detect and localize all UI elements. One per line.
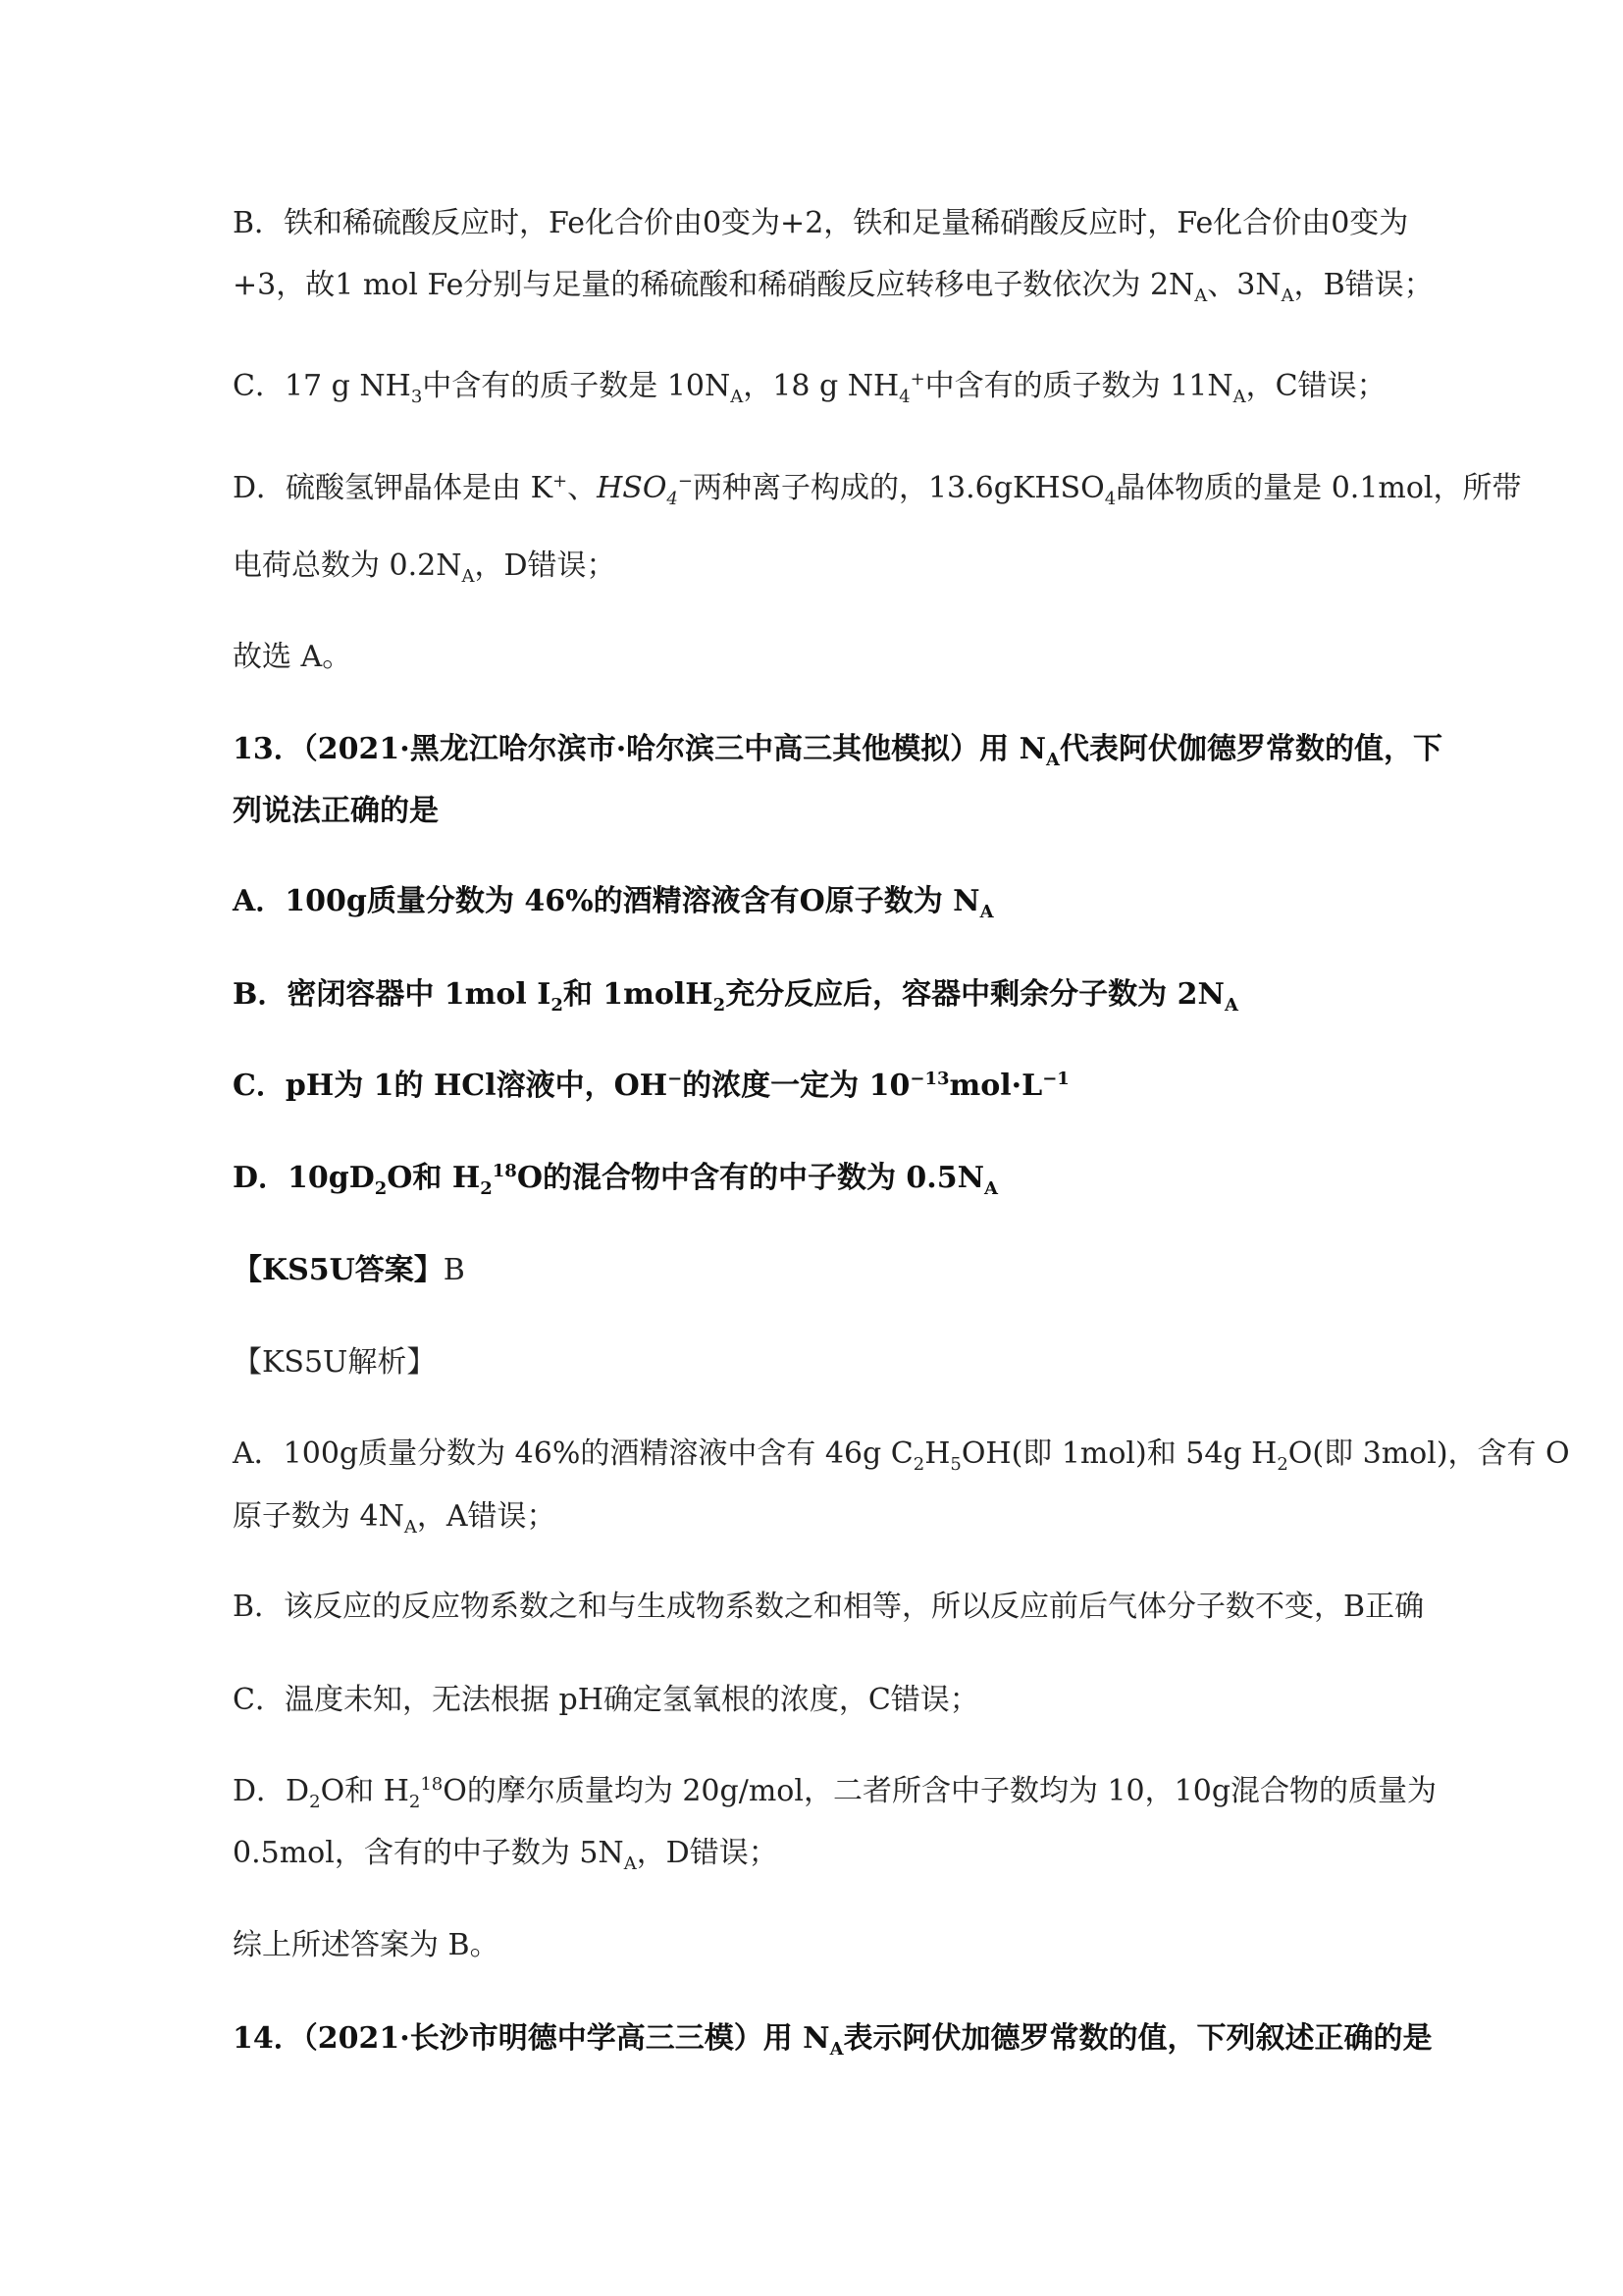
analysis-b [233,1588,1425,1627]
analysis-summary [233,1926,1410,1965]
text: 和 1molH [562,977,713,1012]
subscript: 2 [1277,1454,1288,1475]
question-13-option-b [233,975,1410,1015]
text: ，C错误； [1245,369,1387,403]
question-13-stem-line2 [233,792,1410,831]
text: 两种离子构成的，13.6gKHSO [692,471,1105,505]
analysis-label: 【KS5U解析】 [233,1345,437,1380]
text: mol·L [949,1069,1043,1103]
superscript: −1 [1042,1069,1070,1089]
subscript: 4 [1104,489,1117,509]
text: ，D错误； [474,548,616,583]
text: O的摩尔质量均为 20g/mol，二者所含中子数均为 10，10g混合物的质量为 [443,1774,1438,1808]
question-13-option-c [233,1067,1410,1106]
superscript: + [552,471,568,492]
text: 原子数为 4N [233,1499,404,1534]
subscript: 4 [666,489,678,509]
superscript: 18 [420,1774,444,1795]
text: 0.5mol，含有的中子数为 5N [233,1836,624,1870]
prev-explanation-d-line2 [233,547,1410,586]
text: +3，故1 mol Fe分别与足量的稀硫酸和稀硝酸反应转移电子数依次为 2N [233,268,1195,302]
prev-explanation-c-line [233,367,1410,406]
subscript: A [1224,995,1238,1016]
text: O和 H [320,1774,409,1808]
analysis-d-line2 [233,1834,1410,1873]
subscript: 2 [408,1792,421,1812]
text: 晶体物质的量是 0.1mol，所带 [1116,471,1522,505]
subscript: A [1281,286,1294,306]
text: B．密闭容器中 1mol I [233,977,551,1012]
text: B．该反应的反应物系数之和与生成物系数之和相等，所以反应前后气体分子数不变，B正确 [233,1590,1425,1624]
analysis-a-line2 [233,1497,1410,1537]
text: 列说法正确的是 [233,794,439,828]
question-13-answer [233,1251,1410,1290]
superscript: − [677,471,693,492]
subscript: A [403,1517,417,1538]
answer-value: B [443,1253,465,1287]
subscript: A [461,566,475,587]
superscript: + [910,369,925,390]
text: 充分反应后，容器中剩余分子数为 2N [725,977,1225,1012]
text: 的浓度一定为 10 [682,1069,911,1103]
prev-explanation-d-line1 [233,469,1522,509]
text: 、 [567,471,598,505]
text: H [924,1436,951,1471]
text: 、3N [1207,268,1282,302]
text: 综上所述答案为 B。 [233,1928,499,1962]
answer-label: 【KS5U答案】 [233,1253,444,1287]
question-13-analysis-label [233,1343,1410,1383]
subscript: A [984,1178,998,1199]
text: B．铁和稀硫酸反应时，Fe化合价由0变为+2，铁和足量稀硝酸反应时，Fe化合价由0变为 [233,206,1409,240]
text: ，18 g NH [743,369,900,403]
text: D．硫酸氢钾晶体是由 K [233,471,553,505]
subscript: A [979,902,994,922]
text: A．100g质量分数为 46%的酒精溶液中含有 46g C [233,1436,914,1471]
analysis-a-line1 [233,1435,1570,1475]
text: D．D [233,1774,310,1808]
prev-explanation-b-line2 [233,266,1434,306]
text: C．温度未知，无法根据 pH确定氢氧根的浓度，C错误； [233,1683,979,1717]
subscript: A [1194,286,1208,306]
text: ，A错误； [416,1499,556,1534]
subscript: A [1046,750,1060,770]
analysis-d-line1 [233,1772,1438,1812]
text: C．pH为 1的 HCl溶液中，OH [233,1069,668,1103]
text: 13．（2021·黑龙江哈尔滨市·哈尔滨三中高三其他模拟）用 N [233,732,1046,766]
subscript: 2 [309,1792,321,1812]
text: ，D错误； [636,1836,778,1870]
text: O(即 3mol)，含有 O [1287,1436,1570,1471]
question-13-stem-line1 [233,730,1442,770]
prev-explanation-b-line1 [233,204,1410,243]
text: 电荷总数为 0.2N [233,548,462,583]
superscript: − [667,1069,683,1089]
superscript: −13 [910,1069,950,1089]
prev-conclusion [233,638,1410,677]
superscript: 18 [492,1161,517,1181]
subscript: 2 [712,995,726,1016]
text: O和 H [387,1161,481,1195]
subscript: 2 [480,1178,493,1199]
text: C．17 g NH [233,369,411,403]
subscript: A [730,387,744,407]
text: 中含有的质子数为 11N [924,369,1233,403]
question-13-option-a [233,882,1410,921]
analysis-c [233,1681,1410,1720]
text: 表示阿伏加德罗常数的值，下列叙述正确的是 [843,2021,1433,2056]
text: OH(即 1mol)和 54g H [961,1436,1278,1471]
text: A．100g质量分数为 46%的酒精溶液含有O原子数为 N [233,884,980,918]
text: 14．（2021·长沙市明德中学高三三模）用 N [233,2021,830,2056]
subscript: A [1232,387,1246,407]
subscript: A [623,1853,637,1874]
text: O的混合物中含有的中子数为 0.5N [516,1161,985,1195]
bisulfate-ion-formula [597,471,693,509]
text: HSO [597,471,667,505]
subscript: 4 [899,387,911,407]
text: ，B错误； [1293,268,1434,302]
subscript: 2 [374,1178,388,1199]
question-14-stem [233,2019,1433,2060]
text: D．10gD [233,1161,375,1195]
text: 中含有的质子数是 10N [422,369,731,403]
text: 故选 A。 [233,640,352,674]
subscript: 2 [550,995,563,1016]
subscript: A [829,2039,844,2060]
text: 代表阿伏伽德罗常数的值，下 [1059,732,1442,766]
subscript: 2 [913,1454,925,1475]
subscript: 3 [410,387,423,407]
question-13-option-d [233,1159,1410,1198]
subscript: 5 [950,1454,962,1475]
